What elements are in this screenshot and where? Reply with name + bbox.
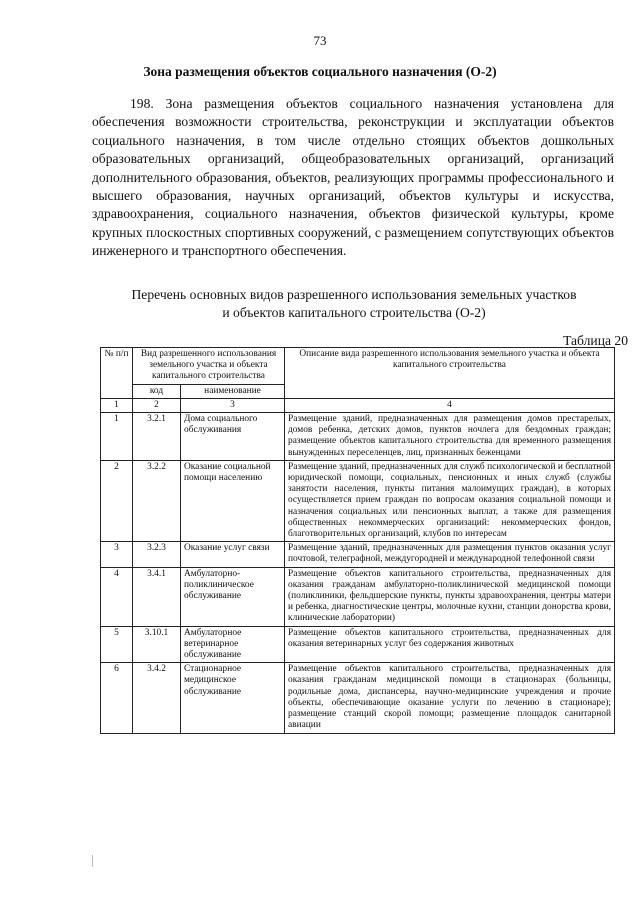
scan-margin-mark [92, 855, 93, 867]
row-code: 3.4.2 [133, 663, 181, 733]
row-name: Оказание услуг связи [181, 542, 285, 567]
row-description: Размещение зданий, предназначенных для размещения пунктов оказания услуг почтовой, телеграфной, междугородней и международной телефонной связи [285, 542, 615, 567]
header-name: наименование [181, 384, 285, 398]
intro-paragraph: 198. Зона размещения объектов социального назначения установлена для обеспечения возможности строительства, реконструкции и эксплуатации объектов социального назначения, в том числе отдельно стоящих объектов дошкольных образовательных организаций, общеобразовательных организаций, организаций дополнительного образования, объектов, реализующих программы профессионального и высшего образования, научных организаций, объектов культуры и искусства, здравоохранения, социального назначения, объектов физической культуры, кроме крупных плоскостных спортивных сооружений, с размещением сопутствующих объектов инженерного и транспортного обеспечения. [92, 96, 614, 259]
row-num: 5 [101, 626, 133, 663]
list-title-line1: Перечень основных видов разрешенного использования земельных участков [131, 287, 577, 302]
row-code: 3.2.1 [133, 413, 181, 461]
table-row [101, 567, 615, 626]
table-row [101, 413, 615, 461]
row-num: 2 [101, 460, 133, 541]
row-code: 3.2.2 [133, 460, 181, 541]
row-name: Амбулаторно-поликлиническое обслуживание [181, 567, 285, 626]
section-title: Зона размещения объектов социального назначения (О-2) [143, 64, 497, 79]
page-number: 73 [313, 33, 327, 48]
header-num: № п/п [101, 348, 133, 399]
column-number: 2 [133, 398, 181, 412]
row-description: Размещение зданий, предназначенных для размещения домов престарелых, домов ребенка, детских домов, пунктов ночлега для бездомных граждан; размещение объектов капитального строительства для временного размещения вынужденных переселенцев, лиц, признанных беженцами [285, 413, 615, 461]
table-row [101, 460, 615, 541]
row-description: Размещение зданий, предназначенных для служб психологической и бесплатной юридической помощи, социальных, пенсионных и иных служб (службы занятости населения, пункты питания малоимущих граждан), в которых осуществляется прием граждан по вопросам оказания социальной помощи и назначения социальных или пенсионных выплат, а также для размещения общественных некоммерческих организаций: некоммерческих фондов, благотворительных организаций, клубов по интересам [285, 460, 615, 541]
row-code: 3.2.3 [133, 542, 181, 567]
row-num: 3 [101, 542, 133, 567]
column-number: 1 [101, 398, 133, 412]
table-row [101, 542, 615, 567]
land-use-table [100, 347, 615, 734]
list-title-line2: и объектов капитального строительства (О-2) [222, 305, 486, 320]
column-number: 3 [181, 398, 285, 412]
row-description: Размещение объектов капитального строительства, предназначенных для оказания гражданам амбулаторно-поликлинической медицинской помощи (поликлиники, фельдшерские пункты, пункты здравоохранения, центры матери и ребенка, диагностические центры, молочные кухни, станции донорства крови, клинические лаборатории) [285, 567, 615, 626]
row-name: Дома социального обслуживания [181, 413, 285, 461]
table-row [101, 626, 615, 663]
header-kind: Вид разрешенного использования земельного участка и объекта капитального строительства [133, 348, 285, 385]
row-num: 6 [101, 663, 133, 733]
row-description: Размещение объектов капитального строительства, предназначенных для оказания ветеринарных услуг без содержания животных [285, 626, 615, 663]
table-caption: Таблица 20 [563, 333, 628, 348]
list-title [80, 286, 628, 322]
table-row [101, 663, 615, 733]
header-code: код [133, 384, 181, 398]
header-description: Описание вида разрешенного использования земельного участка и объекта капитального строительства [285, 348, 615, 399]
row-name: Стационарное медицинское обслуживание [181, 663, 285, 733]
row-code: 3.4.1 [133, 567, 181, 626]
row-num: 1 [101, 413, 133, 461]
row-name: Амбулаторное ветеринарное обслуживание [181, 626, 285, 663]
column-number: 4 [285, 398, 615, 412]
row-code: 3.10.1 [133, 626, 181, 663]
row-description: Размещение объектов капитального строительства, предназначенных для оказания гражданам медицинской помощи в стационарах (больницы, родильные дома, диспансеры, научно-медицинские учреждения и прочие объекты, обеспечивающие оказание услуги по лечению в стационаре); размещение станций скорой помощи; размещение площадок санитарной авиации [285, 663, 615, 733]
row-name: Оказание социальной помощи населению [181, 460, 285, 541]
row-num: 4 [101, 567, 133, 626]
